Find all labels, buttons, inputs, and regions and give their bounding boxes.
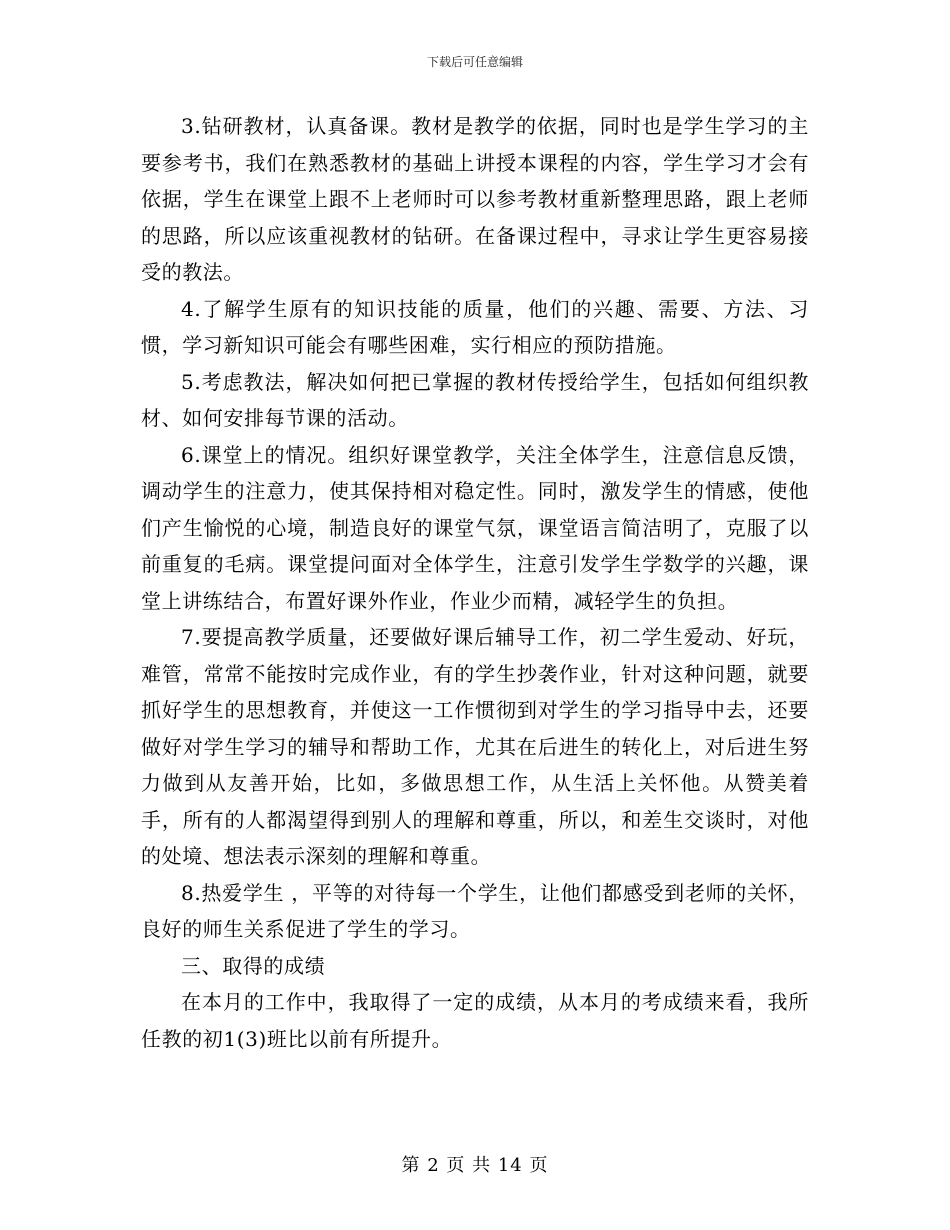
document-body — [141, 108, 809, 1057]
paragraph-6: 6.课堂上的情况。组织好课堂教学，关注全体学生，注意信息反馈，调动学生的注意力，使其保持相对稳定性。同时，激发学生的情感，使他们产生愉悦的心境，制造良好的课堂气氛，课堂语言简洁明了，克服了以前重复的毛病。课堂提问面对全体学生，注意引发学生学数学的兴趣，课堂上讲练结合，布置好课外作业，作业少而精，减轻学生的负担。 — [141, 442, 809, 613]
paragraph-4: 4.了解学生原有的知识技能的质量，他们的兴趣、需要、方法、习惯，学习新知识可能会有哪些困难，实行相应的预防措施。 — [141, 296, 809, 357]
paragraph-achievements: 在本月的工作中，我取得了一定的成绩，从本月的考成绩来看，我所任教的初1(3)班比以前有所提升。 — [141, 990, 809, 1051]
page-header: 下载后可任意编辑 — [426, 55, 523, 69]
paragraph-7: 7.要提高教学质量，还要做好课后辅导工作，初二学生爱动、好玩，难管，常常不能按时完成作业，有的学生抄袭作业，针对这种问题，就要抓好学生的思想教育，并使这一工作惯彻到对学生的学习指导中去，还要做好对学生学习的辅导和帮助工作，尤其在后进生的转化上，对后进生努力做到从友善开始，比如，多做思想工作，从生活上关怀他。从赞美着手，所有的人都渴望得到别人的理解和尊重，所以，和差生交谈时，对他的处境、想法表示深刻的理解和尊重。 — [141, 625, 809, 868]
paragraph-3: 3.钻研教材，认真备课。教材是教学的依据，同时也是学生学习的主要参考书，我们在熟悉教材的基础上讲授本课程的内容，学生学习才会有依据，学生在课堂上跟不上老师时可以参考教材重新整理思路，跟上老师的思路，所以应该重视教材的钻研。在备课过程中，寻求让学生更容易接受的教法。 — [141, 114, 809, 284]
paragraph-5: 5.考虑教法，解决如何把已掌握的教材传授给学生，包括如何组织教材、如何安排每节课的活动。 — [141, 369, 809, 430]
page-number-text: 第 2 页 共 14 页 — [401, 1155, 549, 1176]
paragraph-8: 8.热爱学生 ，平等的对待每一个学生，让他们都感受到老师的关怀，良好的师生关系促进了学生的学习。 — [141, 880, 809, 941]
section-heading-achievements: 三、取得的成绩 — [181, 953, 326, 978]
page-number-footer — [0, 1154, 950, 1178]
